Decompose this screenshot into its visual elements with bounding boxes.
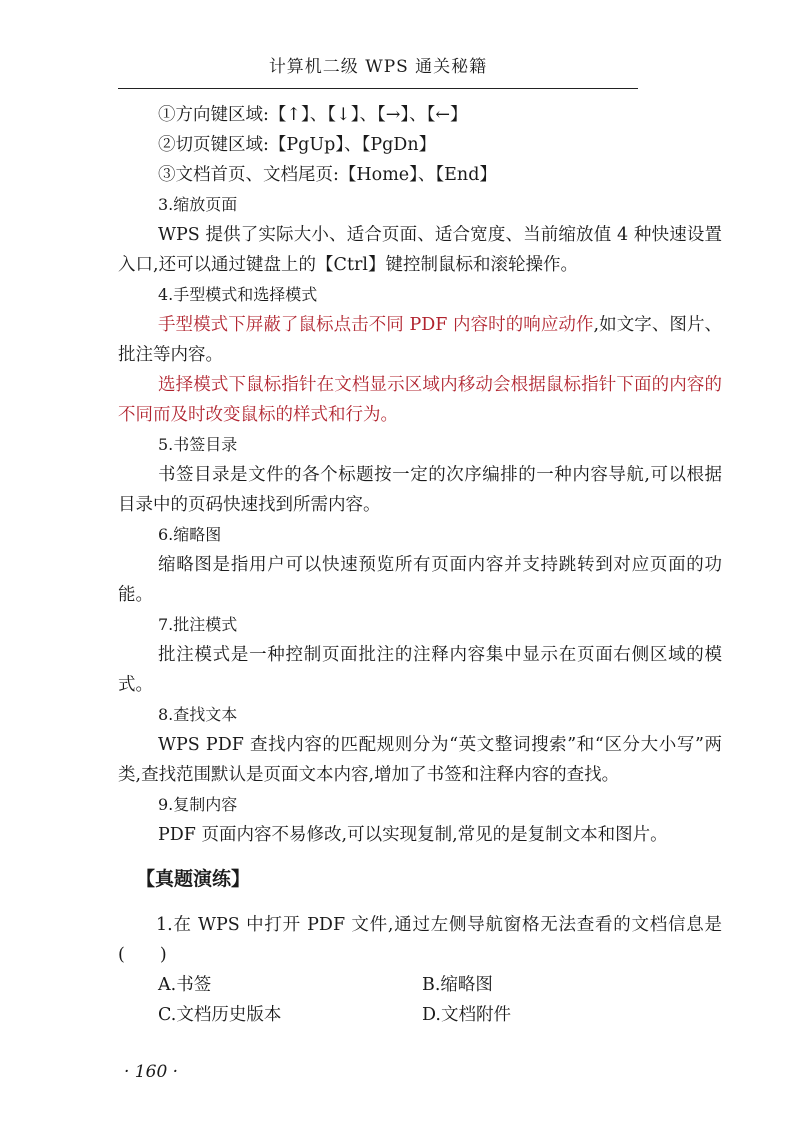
exercise-title: 【真题演练】 — [136, 868, 251, 890]
section-body-zoom: WPS 提供了实际大小、适合页面、适合宽度、当前缩放值 4 种快速设置入口,还可以通过键盘上的【Ctrl】键控制鼠标和滚轮操作。 — [118, 225, 722, 275]
section-heading-modes: 4.手型模式和选择模式 — [158, 285, 318, 304]
running-header: 计算机二级 WPS 通关秘籍 — [268, 57, 488, 77]
answer-options — [118, 970, 722, 1030]
key-line-arrows: ①方向键区域:【↑】、【↓】、【→】、【←】 — [158, 105, 468, 125]
section-heading-bookmarks: 5.书签目录 — [158, 435, 238, 454]
section-body-select-mode: 选择模式下鼠标指针在文档显示区域内移动会根据鼠标指针下面的内容的不同而及时改变鼠标的样式和行为。 — [118, 375, 722, 425]
section-body-copy: PDF 页面内容不易修改,可以实现复制,常见的是复制文本和图片。 — [158, 825, 668, 845]
header-rule — [118, 88, 638, 89]
section-body-annotation: 批注模式是一种控制页面批注的注释内容集中显示在页面右侧区域的模式。 — [118, 645, 722, 695]
section-heading-annotation: 7.批注模式 — [158, 615, 238, 634]
option-c: C.文档历史版本 — [158, 1005, 282, 1025]
page-body — [118, 100, 722, 1030]
section-body-find: WPS PDF 查找内容的匹配规则分为“英文整词搜索”和“区分大小写”两类,查找范围默认是页面文本内容,增加了书签和注释内容的查找。 — [118, 735, 722, 785]
section-body-bookmarks: 书签目录是文件的各个标题按一定的次序编排的一种内容导航,可以根据目录中的页码快速找到所需内容。 — [118, 465, 722, 515]
exercise-question: 1.在 WPS 中打开 PDF 文件,通过左侧导航窗格无法查看的文档信息是( ) — [118, 915, 722, 965]
option-d: D.文档附件 — [422, 1005, 511, 1025]
section-body-thumbnails: 缩略图是指用户可以快速预览所有页面内容并支持跳转到对应页面的功能。 — [118, 555, 722, 605]
key-line-home-end: ③文档首页、文档尾页:【Home】、【End】 — [158, 165, 497, 185]
option-b: B.缩略图 — [422, 975, 493, 995]
option-a: A.书签 — [158, 975, 212, 995]
section-heading-thumbnails: 6.缩略图 — [158, 525, 222, 544]
highlight-hand-mode: 手型模式下屏蔽了鼠标点击不同 PDF 内容时的响应动作 — [158, 315, 594, 335]
section-body-hand-mode — [118, 310, 722, 370]
hand-mode-rest: ,如文字、图片、批注等内容。 — [118, 315, 722, 365]
key-line-paging: ②切页键区域:【PgUp】、【PgDn】 — [158, 135, 437, 155]
page-number: · 160 · — [124, 1062, 179, 1082]
section-heading-find: 8.查找文本 — [158, 705, 238, 724]
section-heading-zoom: 3.缩放页面 — [158, 195, 238, 214]
section-heading-copy: 9.复制内容 — [158, 795, 238, 814]
